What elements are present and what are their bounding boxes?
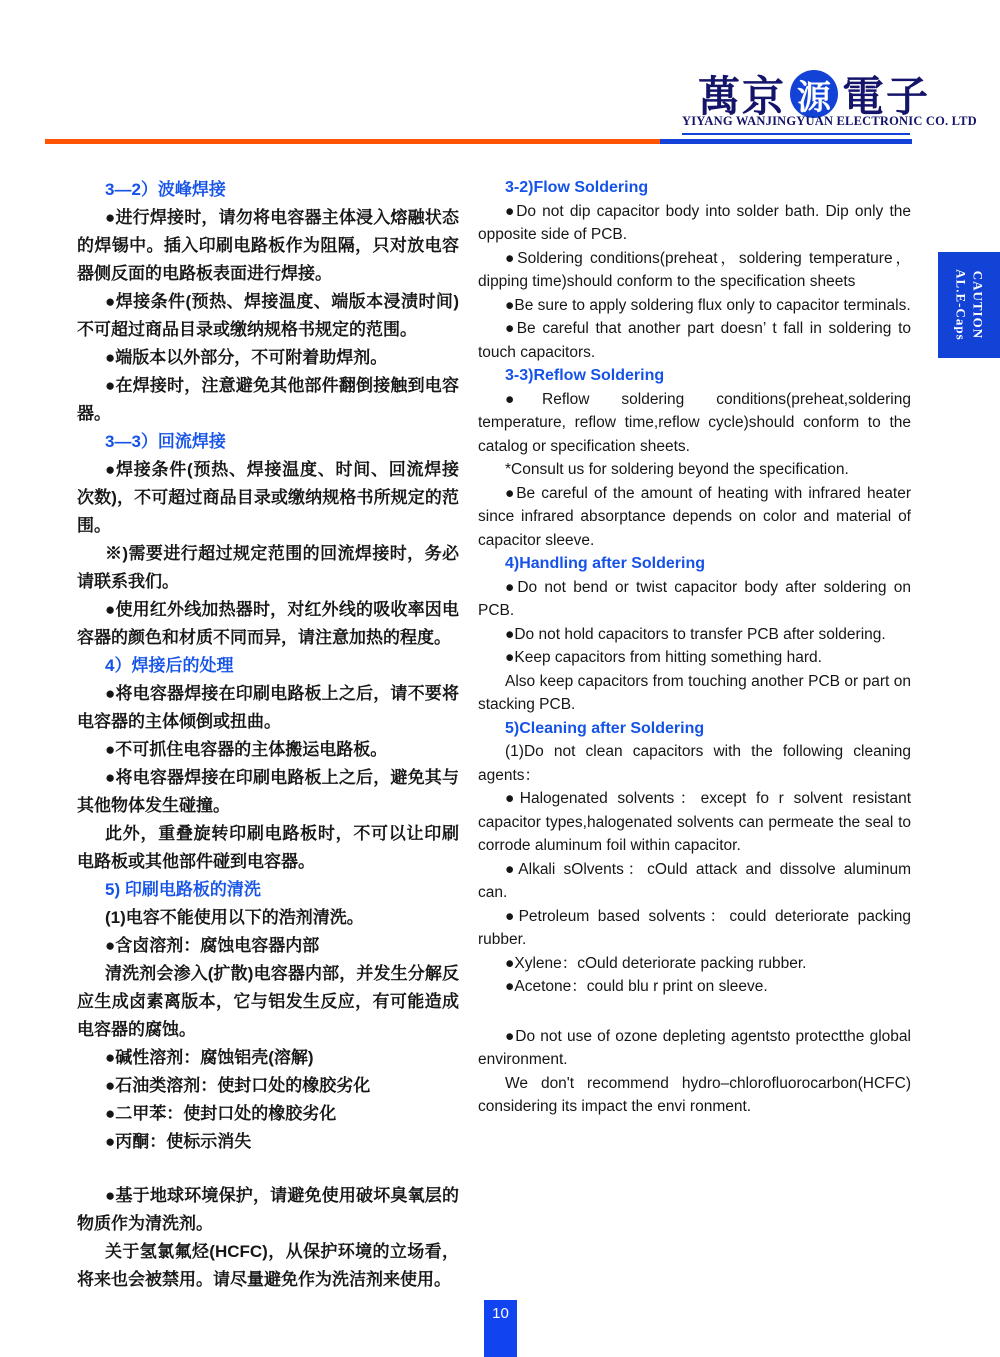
logo-circle-char: 源	[796, 78, 831, 117]
paragraph: ●焊接条件(预热、焊接温度、时间、回流焊接次数)，不可超过商品目录或缴纳规格书所规定的范围。	[77, 460, 459, 535]
paragraph: (1)Do not clean capacitors with the following cleaning agents：	[478, 743, 911, 784]
paragraph: ※)需要进行超过规定范围的回流焊接时，务必请联系我们。	[77, 544, 459, 591]
paragraph: 清洗剂会渗入(扩散)电容器内部，并发生分解反应生成卤素离版本，它与铝发生反应，有可能造成电容器的腐蚀。	[77, 964, 459, 1039]
paragraph: ●Be careful that another part doesn’ t fall in soldering to touch capacitors.	[478, 320, 911, 361]
caution-tab-line2: AL.E-Caps	[954, 269, 969, 341]
paragraph: ●Acetone：could blu r print on sleeve.	[505, 978, 768, 995]
paragraph: *Consult us for soldering beyond the specification.	[505, 461, 849, 478]
section-heading: 4)Handling after Soldering	[505, 555, 706, 572]
paragraph: ●Do not dip capacitor body into solder bath. Dip only the opposite side of PCB.	[478, 202, 911, 243]
divider-orange	[45, 139, 660, 144]
paragraph: ●Do not bend or twist capacitor body after soldering on PCB.	[478, 578, 911, 619]
paragraph: ●二甲苯：使封口处的橡胶劣化	[105, 1104, 337, 1123]
paragraph: ●基于地球环境保护，请避免使用破坏臭氧层的物质作为清洗剂。	[77, 1186, 459, 1233]
paragraph: ●将电容器焊接在印刷电路板上之后，请不要将电容器的主体倾倒或扭曲。	[77, 684, 459, 731]
paragraph: ●Alkali sOlvents：cOuld attack and dissolve aluminum can.	[478, 860, 911, 901]
paragraph: ●Halogenated solvents：except fo r solvent resistant capacitor types,halogenated solvents can permeate the seal to corrode aluminum foil within capacitor.	[478, 790, 911, 854]
paragraph: ●Do not use of ozone depleting agentsto protectthe global environment.	[478, 1027, 911, 1068]
company-logo	[698, 68, 930, 120]
caution-side-tab	[938, 252, 1000, 358]
paragraph: ●Xylene：cOuld deteriorate packing rubber.	[505, 954, 807, 972]
page-number: 10	[484, 1300, 517, 1357]
logo-text-pre: 萬京	[697, 73, 786, 120]
caution-tab-line1: CAUTION	[970, 270, 986, 340]
paragraph: ●焊接条件(预热、焊接温度、端版本浸渍时间)不可超过商品目录或缴纳规格书规定的范围。	[77, 292, 459, 339]
paragraph: Also keep capacitors from touching another PCB or part on stacking PCB.	[478, 672, 911, 713]
right-column	[478, 176, 911, 1119]
paragraph: ●含卤溶剂：腐蚀电容器内部	[105, 936, 320, 955]
logo-accent-circle	[790, 70, 838, 118]
paragraph: We don't recommend hydro–chlorofluorocarbon(HCFC) considering its impact the envi ronment.	[478, 1074, 911, 1115]
section-heading: 3—3）回流焊接	[105, 432, 226, 451]
left-column	[77, 176, 459, 1294]
paragraph: ●端版本以外部分，不可附着助焊剂。	[105, 348, 388, 367]
paragraph: ●Be sure to apply soldering flux only to capacitor terminals.	[505, 296, 911, 314]
paragraph: ●石油类溶剂：使封口处的橡胶劣化	[105, 1076, 371, 1095]
section-heading: 5)Cleaning after Soldering	[505, 719, 705, 737]
paragraph: ●Reflow soldering conditions(preheat,soldering temperature, reflow time,reflow cycle)should conform to the catalog or specification sheets.	[478, 390, 911, 455]
paragraph: ●Petroleum based solvents：could deteriorate packing rubber.	[478, 907, 911, 948]
section-heading: 3-2)Flow Soldering	[505, 179, 649, 196]
paragraph: ●Soldering conditions(preheat，soldering temperature，dipping time)should conform to the specification sheets	[478, 249, 911, 290]
section-heading: 5) 印刷电路板的清洗	[105, 880, 261, 899]
logo-text-post: 電子	[841, 73, 930, 120]
company-name: YIYANG WANJINGYUAN ELECTRONIC CO. LTD	[682, 114, 910, 135]
divider-blue	[660, 139, 912, 144]
paragraph: ●将电容器焊接在印刷电路板上之后，避免其与其他物体发生碰撞。	[77, 768, 459, 815]
paragraph: ●在焊接时，注意避免其他部件翻倒接触到电容器。	[77, 376, 459, 423]
paragraph: 关于氢氯氟烃(HCFC)，从保护环境的立场看，将来也会被禁用。请尽量避免作为洗洁剂来使用。	[77, 1242, 459, 1289]
paragraph: ●碱性溶剂：腐蚀铝壳(溶解)	[105, 1048, 314, 1067]
section-heading: 3-3)Reflow Soldering	[505, 367, 665, 384]
section-heading: 3—2）波峰焊接	[105, 180, 226, 199]
paragraph: 此外，重叠旋转印刷电路板时，不可以让印刷电路板或其他部件碰到电容器。	[77, 824, 459, 871]
caution-side-tab-text	[952, 269, 986, 341]
paragraph: ●不可抓住电容器的主体搬运电路板。	[105, 740, 388, 759]
paragraph: ●使用红外线加热器时，对红外线的吸收率因电容器的颜色和材质不同而异，请注意加热的程度。	[77, 600, 459, 647]
section-heading: 4）焊接后的处理	[105, 656, 234, 675]
paragraph: ●进行焊接时，请勿将电容器主体浸入熔融状态的焊锡中。插入印刷电路板作为阻隔，只对放电容器侧反面的电路板表面进行焊接。	[77, 208, 459, 283]
paragraph: ●Keep capacitors from hitting something hard.	[505, 649, 822, 666]
paragraph: ●丙酮：使标示消失	[105, 1132, 252, 1151]
paragraph: ●Be careful of the amount of heating with infrared heater since infrared absorptance depends on color and material of capacitor sleeve.	[478, 484, 911, 549]
paragraph: (1)电容不能使用以下的浩剂清洗。	[105, 908, 364, 927]
paragraph: ●Do not hold capacitors to transfer PCB after soldering.	[505, 625, 886, 643]
